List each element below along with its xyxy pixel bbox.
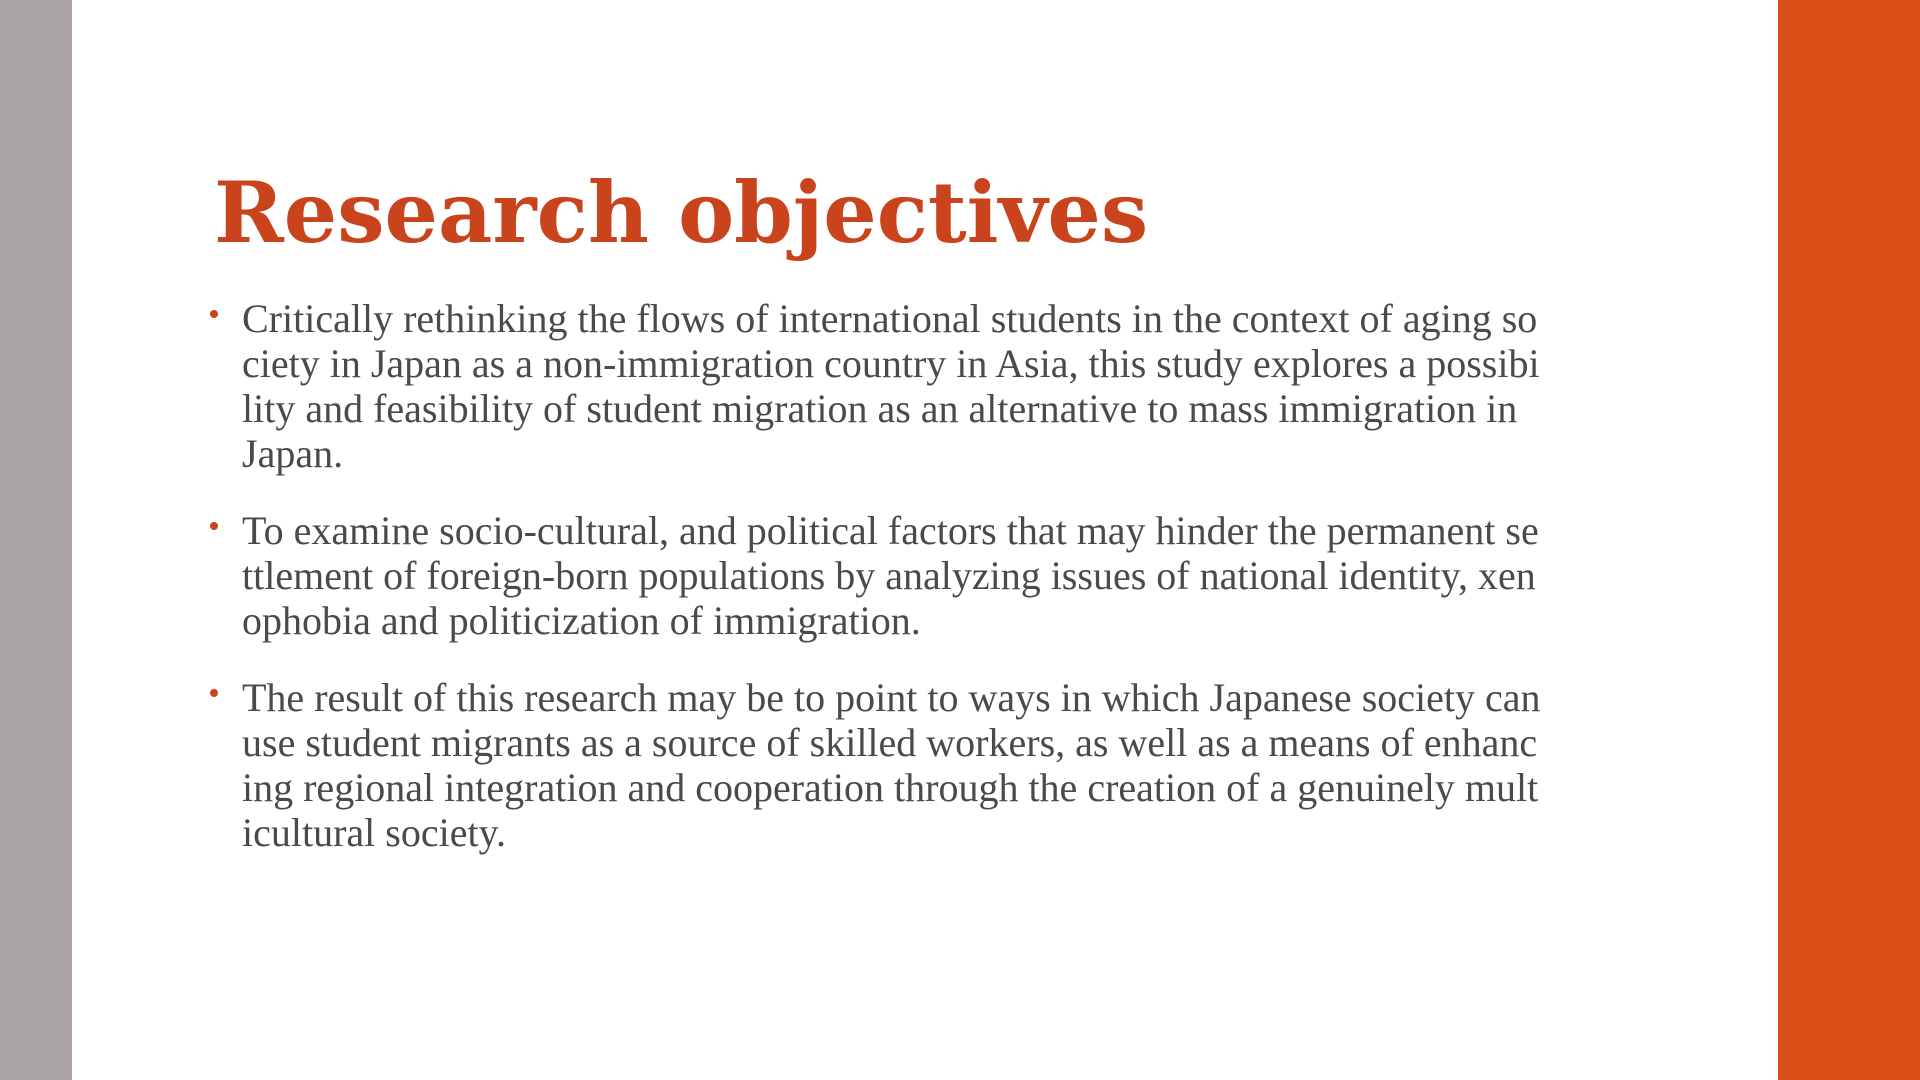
bullet-icon — [210, 522, 218, 530]
slide-title: Research objectives — [214, 163, 1149, 262]
bullet-item — [210, 508, 1540, 643]
bullet-text: Critically rethinking the flows of international students in the context of aging society in Japan as a non-immigration country in Asia, this study explores a possibility and feasibility of student migration as an alternative to mass immigration in Japan. — [242, 296, 1540, 476]
bullet-list — [210, 296, 1540, 887]
right-accent-bar — [1778, 0, 1920, 1080]
bullet-item — [210, 296, 1540, 476]
bullet-icon — [210, 689, 218, 697]
bullet-item — [210, 675, 1540, 855]
bullet-icon — [210, 310, 218, 318]
bullet-text: The result of this research may be to point to ways in which Japanese society can use student migrants as a source of skilled workers, as well as a means of enhancing regional integration and cooperation through the creation of a genuinely multicultural society. — [242, 675, 1541, 855]
left-accent-bar — [0, 0, 72, 1080]
bullet-text: To examine socio-cultural, and political factors that may hinder the permanent settlement of foreign-born populations by analyzing issues of national identity, xenophobia and politicization of immigration. — [242, 508, 1539, 643]
